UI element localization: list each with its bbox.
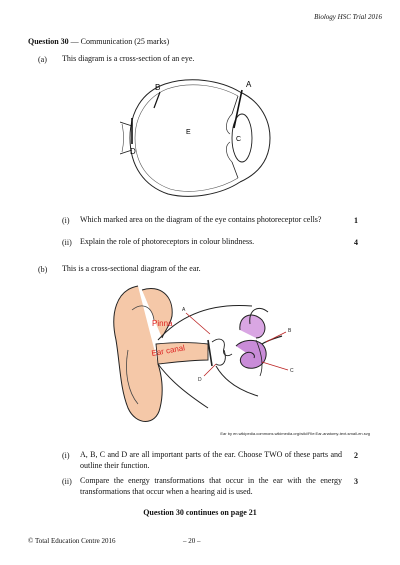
ear-label-c: C bbox=[290, 368, 294, 374]
footer-page-number: – 20 – bbox=[183, 537, 201, 545]
part-a-intro: This diagram is a cross-section of an eye. bbox=[62, 54, 195, 63]
ear-label-ear-canal: Ear canal bbox=[150, 343, 186, 358]
ear-label-b: B bbox=[288, 328, 292, 334]
eye-label-e: E bbox=[186, 129, 191, 136]
part-b-ii-number: (ii) bbox=[62, 477, 72, 486]
pointer-ear-c bbox=[262, 362, 288, 370]
part-b-label: (b) bbox=[38, 265, 48, 274]
part-b-i-text bbox=[80, 449, 342, 471]
eye-diagram bbox=[120, 78, 280, 200]
continuation-note: Question 30 continues on page 21 bbox=[143, 508, 257, 517]
question-heading bbox=[28, 37, 169, 46]
ear-label-a: A bbox=[182, 307, 186, 313]
footer-copyright: © Total Education Centre 2016 bbox=[28, 537, 116, 545]
pointer-ear-b bbox=[266, 332, 286, 342]
part-a-ii-marks: 4 bbox=[354, 238, 358, 247]
part-b-i-marks: 2 bbox=[354, 451, 358, 460]
eye-label-d: D bbox=[130, 147, 136, 156]
part-b-intro: This is a cross-sectional diagram of the ear. bbox=[62, 264, 201, 273]
eye-label-a: A bbox=[246, 80, 252, 89]
part-b-i-text-line2: outline their function. bbox=[80, 461, 150, 470]
part-a-ii-number: (ii) bbox=[62, 238, 72, 247]
part-b-ii-marks: 3 bbox=[354, 477, 358, 486]
part-a-i-text: Which marked area on the diagram of the eye contains photoreceptor cells? bbox=[80, 215, 322, 224]
question-number: Question 30 bbox=[28, 37, 69, 46]
part-b-ii-text-line2: transformations that occur when a hearing aid is used. bbox=[80, 487, 253, 496]
part-b-i-number: (i) bbox=[62, 451, 70, 460]
part-b-i-text-line1: A, B, C and D are all important parts of the ear. Choose TWO of these parts and bbox=[80, 450, 342, 459]
part-a-ii-text: Explain the role of photoreceptors in colour blindness. bbox=[80, 237, 255, 246]
running-header: Biology HSC Trial 2016 bbox=[314, 13, 382, 21]
ear-label-d: D bbox=[198, 377, 202, 383]
eye-label-c: C bbox=[236, 136, 242, 143]
part-b-ii-text bbox=[80, 475, 342, 497]
question-topic: — Communication bbox=[68, 37, 133, 46]
image-credit: Ear by en.wikipedia.commons.wikimedia.org/wiki/File:Ear-anatomy-text-small-en.svg bbox=[220, 431, 370, 436]
eye-label-b: B bbox=[155, 83, 161, 92]
pointer-ear-d bbox=[204, 364, 216, 376]
question-marks: (25 marks) bbox=[132, 37, 170, 46]
part-a-i-number: (i) bbox=[62, 216, 70, 225]
ear-label-pinna: Pinna bbox=[152, 319, 173, 328]
part-a-label: (a) bbox=[38, 55, 47, 64]
part-b-ii-text-line1: Compare the energy transformations that occur in the ear with the energy bbox=[80, 476, 342, 485]
ear-diagram bbox=[112, 280, 332, 428]
pointer-ear-a bbox=[186, 313, 210, 334]
part-a-i-marks: 1 bbox=[354, 216, 358, 225]
